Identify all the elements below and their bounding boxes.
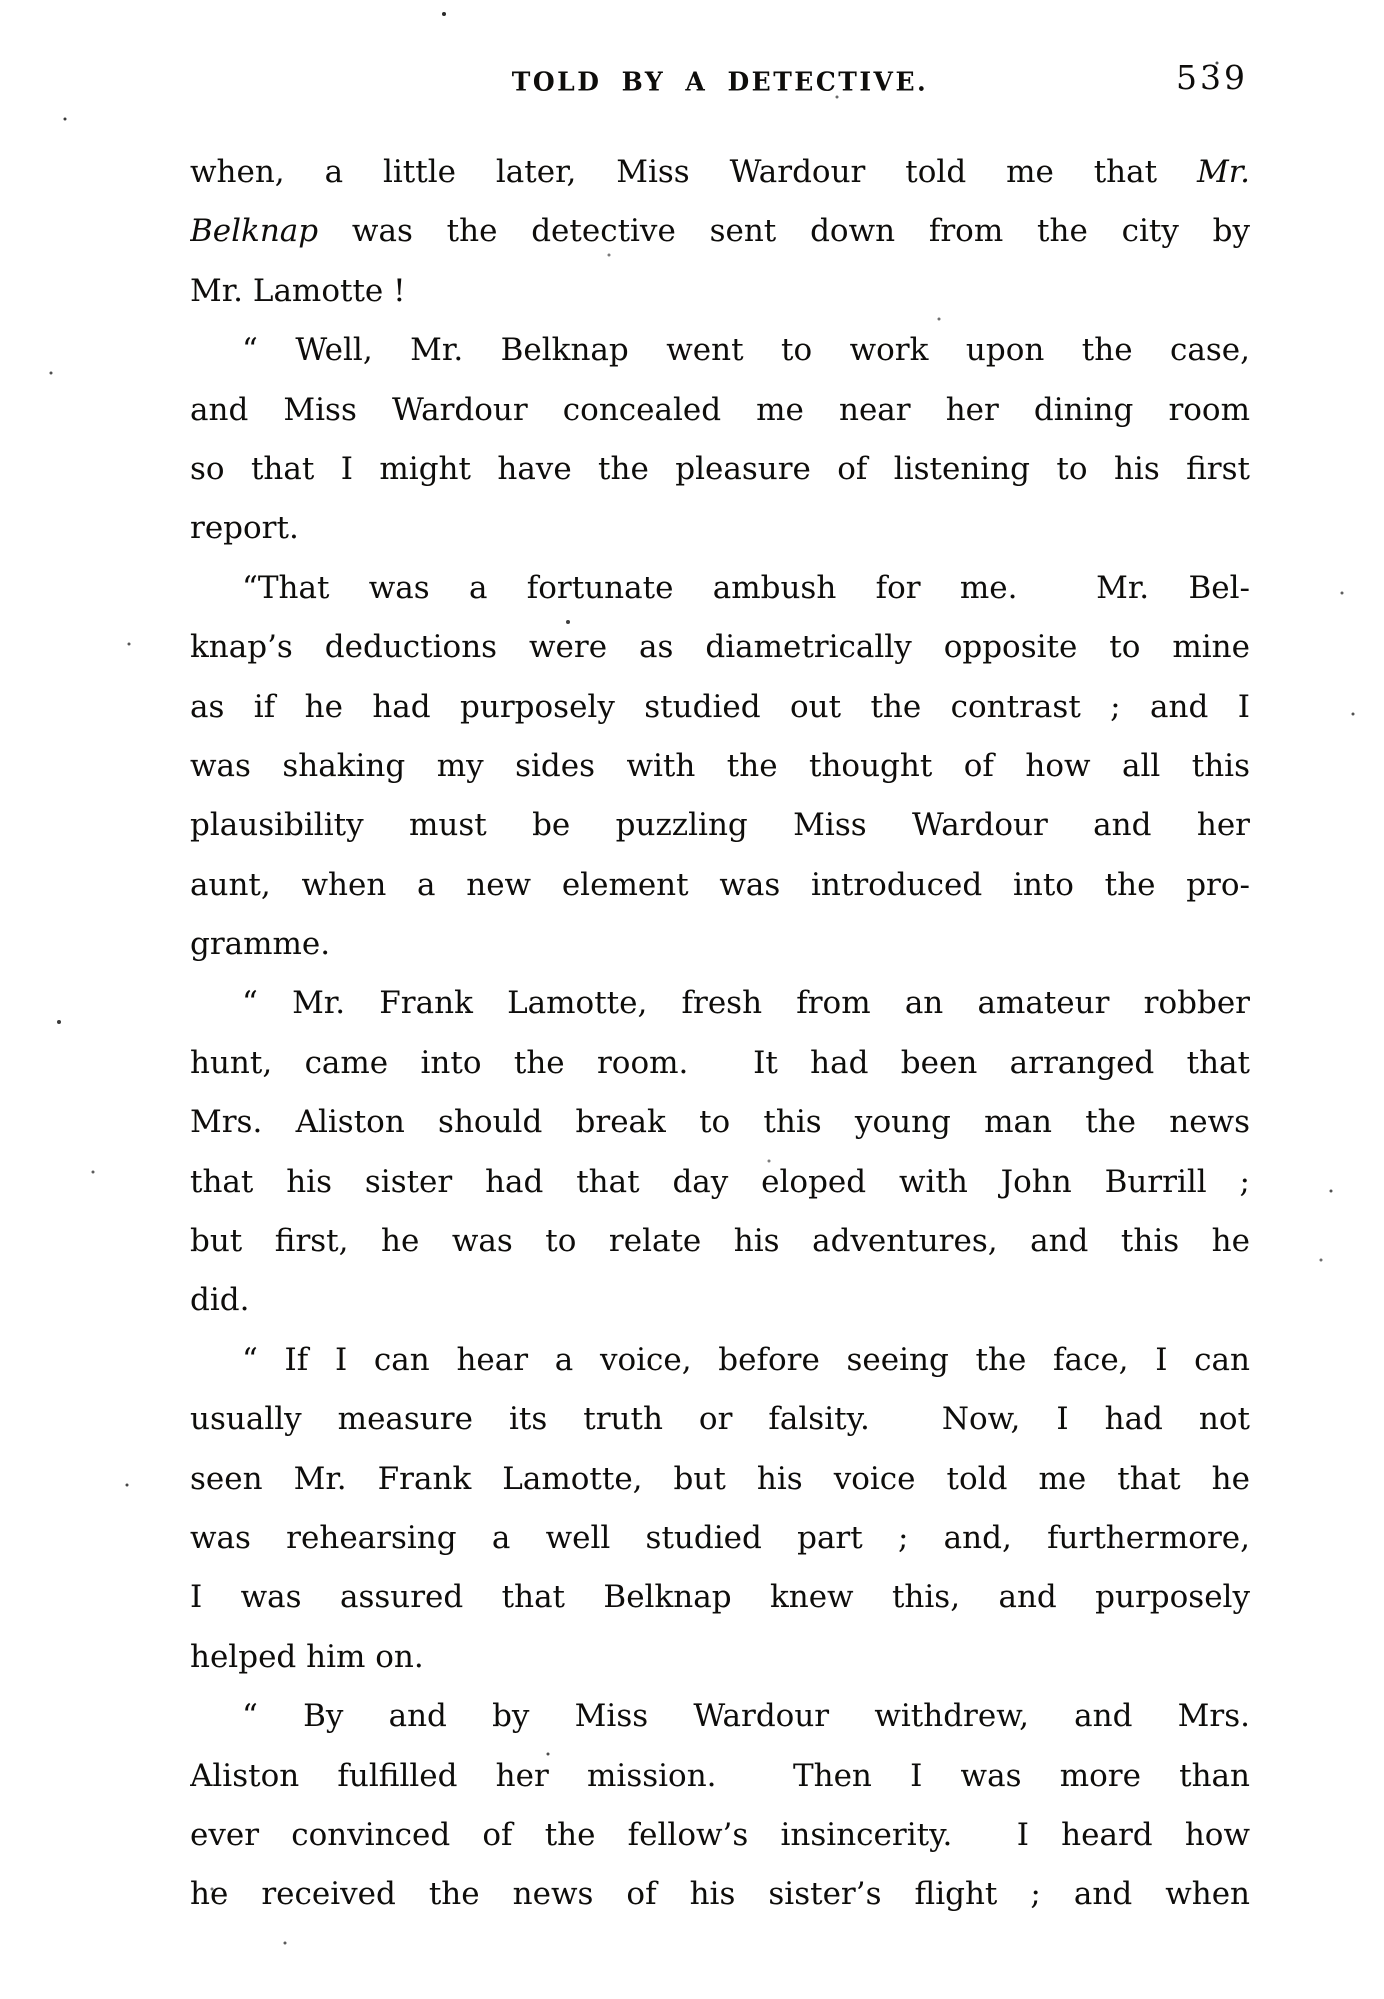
text-run: “ If I can hear a voice, before seeing the face, I can [242,1341,1250,1378]
paragraph [190,559,1250,975]
paragraph [190,321,1250,559]
text-run: and Miss Wardour concealed me near her dining room [190,391,1250,428]
paragraph [190,1687,1250,1925]
text-run: was the detective sent down from the city by [318,213,1250,250]
text-line [190,796,1250,855]
text-run: “ By and by Miss Wardour withdrew, and Mrs. [242,1698,1250,1735]
paragraph [190,974,1250,1330]
text-run: ever convinced of the fellow’s insincerity. I heard how [190,1816,1250,1853]
text-line [190,1212,1250,1271]
text-line [190,499,1250,558]
text-run: he received the news of his sister’s flight ; and when [190,1876,1250,1913]
text-run: “ Mr. Frank Lamotte, fresh from an amateur robber [242,985,1250,1022]
text-run: when, a little later, Miss Wardour told me that [190,154,1197,190]
text-run: Mrs. Aliston should break to this young man the news [190,1104,1250,1141]
text-line [190,1747,1250,1806]
text-line [190,1153,1250,1212]
page-header [190,58,1250,106]
text-run: usually measure its truth or falsity. Now, I had not [190,1401,1250,1438]
text-run: “ Well, Mr. Belknap went to work upon the case, [242,332,1250,369]
text-block [190,143,1250,1925]
text-run: helped him on. [190,1638,424,1675]
text-line [190,440,1250,499]
text-line [190,1806,1250,1865]
text-run: gramme. [190,926,331,963]
text-run: Mr. Lamotte ! [190,272,406,309]
text-line [190,381,1250,440]
text-run: was rehearsing a well studied part ; and, furthermore, [190,1519,1250,1556]
paragraph [190,1331,1250,1687]
text-line [190,559,1250,618]
paragraph [190,143,1250,321]
text-run: report. [190,510,299,547]
text-run: Aliston fulfilled her mission. Then I was more than [190,1757,1250,1794]
italic-text: Belknap [190,213,319,250]
running-title: TOLD BY A DETECTIVE. [511,66,929,97]
text-run: was shaking my sides with the thought of how all this [190,747,1250,784]
text-line [190,1093,1250,1152]
text-line [190,262,1250,321]
text-run: “That was a fortunate ambush for me. Mr. Bel- [242,569,1250,606]
text-run: plausibility must be puzzling Miss Wardour and her [190,807,1250,844]
text-line [190,678,1250,737]
text-line [190,856,1250,915]
text-run: but first, he was to relate his adventures, and this he [190,1223,1250,1260]
text-line [190,1331,1250,1390]
text-run: seen Mr. Frank Lamotte, but his voice told me that he [190,1460,1250,1497]
text-run: so that I might have the pleasure of listening to his first [190,450,1250,487]
text-run: I was assured that Belknap knew this, and purposely [190,1579,1250,1616]
text-line [190,1509,1250,1568]
text-line [190,1865,1250,1924]
page-number: 539 [1176,58,1248,97]
scan-specks [0,0,2,2]
text-line [190,1568,1250,1627]
text-run: that his sister had that day eloped with John Burrill ; [190,1163,1250,1200]
text-run: knap’s deductions were as diametrically opposite to mine [190,629,1250,666]
text-line [190,1450,1250,1509]
text-line [190,143,1250,202]
text-line [190,737,1250,796]
text-run: as if he had purposely studied out the contrast ; and I [190,688,1250,725]
text-line [190,202,1250,261]
text-run: aunt, when a new element was introduced into the pro- [190,866,1250,903]
text-line [190,1034,1250,1093]
text-line [190,321,1250,380]
text-run: hunt, came into the room. It had been arranged that [190,1044,1250,1081]
text-line [190,1390,1250,1449]
text-line [190,1271,1250,1330]
italic-text: Mr. [1196,154,1250,190]
text-line [190,618,1250,677]
text-run: did. [190,1282,250,1319]
text-line [190,974,1250,1033]
text-line [190,1687,1250,1746]
text-line [190,915,1250,974]
text-line [190,1628,1250,1687]
